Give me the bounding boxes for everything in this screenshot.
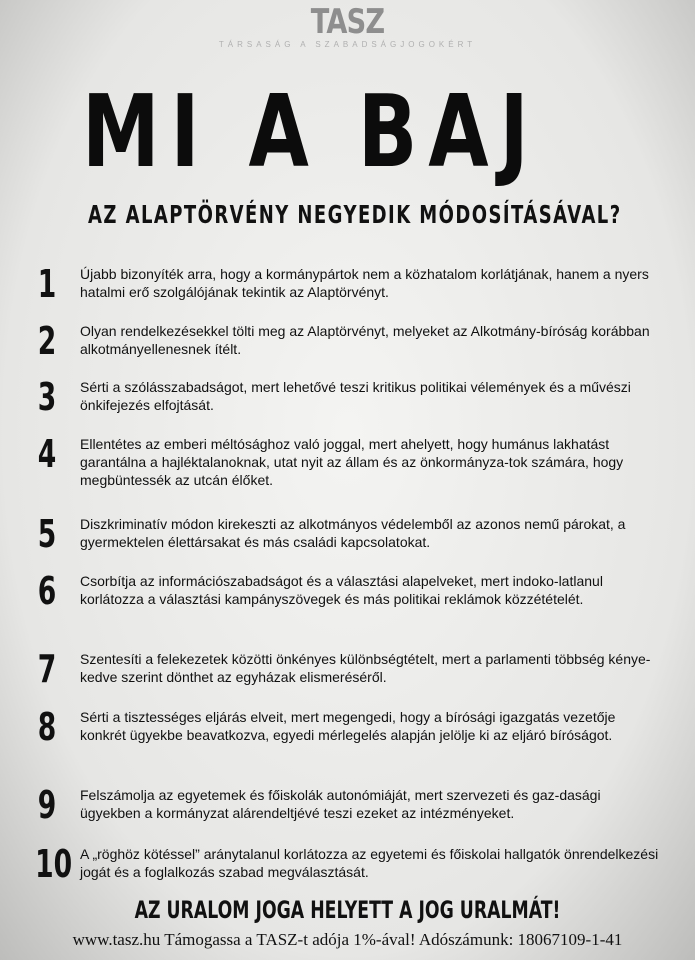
tasz-logo: TASZ <box>310 2 385 42</box>
item-text: Sérti a tisztességes eljárás elveit, mert megengedi, hogy a bírósági igazgatás vezetője konkrét ügyekbe beavatkozva, egyedi mérlegelés alapján jelölje ki az eljáró bíróságot. <box>80 709 616 743</box>
poster-title: MI A BAJ <box>82 73 540 190</box>
item-number: 7 <box>37 647 57 691</box>
item-text: Felszámolja az egyetemek és főiskolák autonómiáját, mert szervezeti és gaz-dasági ügyekben a kormányzat alárendeltjévé teszi ezeket az intézményeket. <box>80 787 601 821</box>
item-text: Sérti a szólásszabadságot, mert lehetővé teszi kritikus politikai vélemények és a művészi önkifejezés elfojtását. <box>80 379 631 413</box>
item-number: 6 <box>37 569 57 613</box>
item-text: Diszkriminatív módon kirekeszti az alkotmányos védelemből az azonos nemű párokat, a gyermektelen élettársakat és más családi kapcsolatokat. <box>80 516 626 550</box>
item-number: 8 <box>37 705 57 749</box>
item-text: A „röghöz kötéssel” aránytalanul korlátozza az egyetemi és főiskolai hallgatók önrendelkezési jogát és a foglalkozás szabad megválasztását. <box>80 846 659 880</box>
item-number: 9 <box>37 783 57 827</box>
footer-contact: www.tasz.hu Támogassa a TASZ-t adója 1%-ával! Adószámunk: 18067109-1-41 <box>72 930 623 949</box>
item-number: 5 <box>37 512 57 556</box>
item-number: 2 <box>37 319 57 363</box>
item-number: 1 <box>37 262 57 306</box>
item-text: Olyan rendelkezésekkel tölti meg az Alaptörvényt, melyeket az Alkotmány-bíróság korábban alkotmányellenesnek ítélt. <box>80 323 650 357</box>
logo-tagline: TÁRSASÁG A SZABADSÁGJOGOKÉRT <box>218 40 477 49</box>
poster-subtitle: AZ ALAPTÖRVÉNY NEGYEDIK MÓDOSÍTÁSÁVAL? <box>88 200 622 229</box>
item-number: 10 <box>35 842 73 886</box>
item-text: Csorbítja az információszabadságot és a választási alapelveket, mert indoko-latlanul korlátozza a választási kampányszövegek és más politikai reklámok közzétételét. <box>80 573 603 607</box>
item-text: Ellentétes az emberi méltósághoz való joggal, mert ahelyett, hogy humánus lakhatást garantálna a hajléktalanoknak, utat nyit az állam és az önkormányza-tok számára, hogy megbüntessék az utcán élőket. <box>80 436 624 488</box>
item-number: 3 <box>37 375 57 419</box>
slogan: AZ URALOM JOGA HELYETT A JOG URALMÁT! <box>134 896 561 924</box>
item-text: Szentesíti a felekezetek közötti önkényes különbségtételt, mert a parlamenti többség kénye-kedve szerint dönthet az egyházak elismeréséről. <box>80 651 651 685</box>
item-text: Újabb bizonyíték arra, hogy a kormánypártok nem a közhatalom korlátjának, hanem a nyers hatalmi erő szolgálójának tekintik az Alaptörvényt. <box>80 266 649 300</box>
item-number: 4 <box>37 432 57 476</box>
